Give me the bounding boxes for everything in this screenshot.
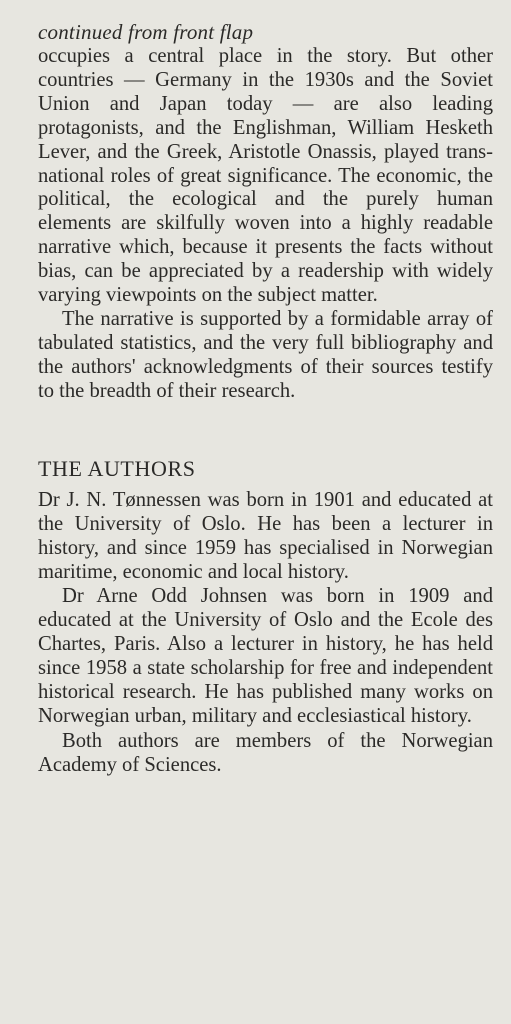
authors-academy-note: Both authors are members of the Norwegian Academy of Sciences. bbox=[38, 729, 493, 776]
authors-heading: THE AUTHORS bbox=[38, 455, 196, 481]
continued-label: continued from front flap bbox=[38, 20, 254, 44]
flap-paragraph-1: occupies a central place in the story. But other countries — Germany in the 1930s and the Soviet Union and Japan today — are also leading protagonists, and the Englishman, William Hesketh Lever, and the Greek, Aristotle Onassis, played transnational roles of great significance. The economic, the political, the ecological and the purely human elements are skilfully woven into a highly readable narrative which, because it presents the facts without bias, can be appreciated by a readership with widely varying viewpoints on the subject matter. bbox=[38, 45, 493, 307]
author-bio-johnsen: Dr Arne Odd Johnsen was born in 1909 and educated at the University of Oslo and the Ecole des Chartes, Paris. Also a lecturer in history, he has held since 1958 a state scholarship for free and independent historical research. He has published many works on Norwegian urban, military and ecclesiastical history. bbox=[38, 584, 493, 728]
author-bio-tonnessen: Dr J. N. Tønnessen was born in 1901 and educated at the University of Oslo. He has been a lecturer in history, and since 1959 has specialised in Norwegian maritime, economic and local history. bbox=[38, 488, 493, 583]
flap-paragraph-2: The narrative is supported by a formidable array of tabulated statistics, and the very full bibliography and the authors' acknowledgments of their sources testify to the breadth of their research. bbox=[38, 307, 493, 402]
